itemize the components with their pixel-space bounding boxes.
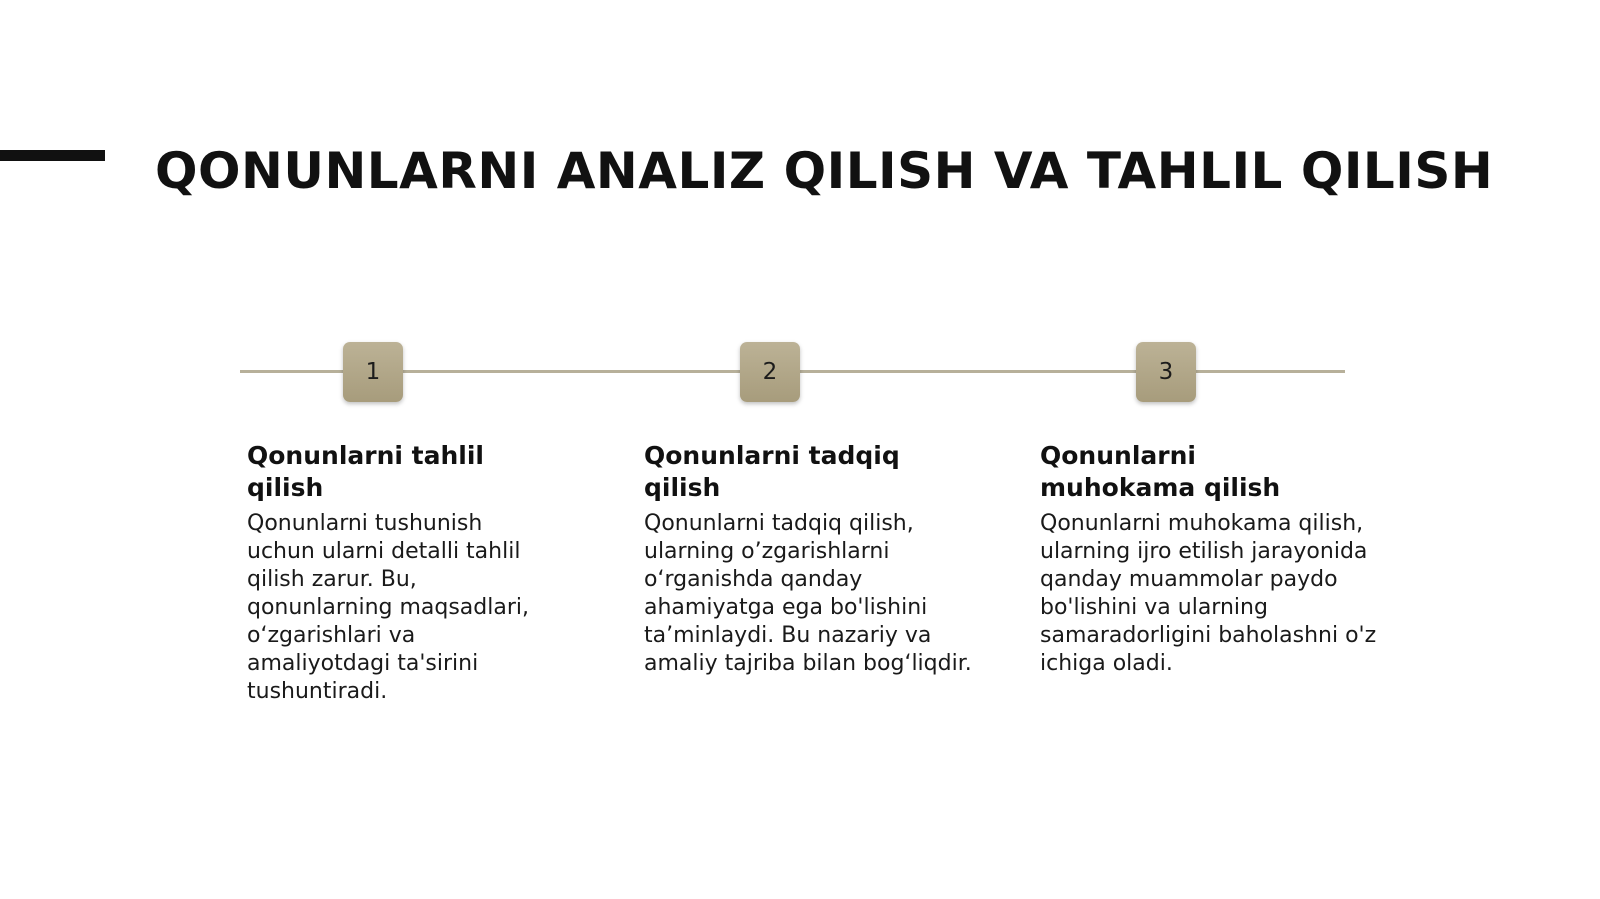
step-2-badge: 2 [740, 342, 800, 402]
step-3-heading: Qonunlarni muhokama qilish [1040, 441, 1281, 502]
step-3-text: Qonunlarni muhokama qilish, ularning ijro etilish jarayonida qanday muammolar paydo bo'lishini va ularning samaradorligini baholashni o'z ichiga oladi. [1040, 511, 1377, 676]
step-3-block [1040, 440, 1385, 678]
title-accent-bar [0, 150, 105, 161]
slide-title: QONUNLARNI ANALIZ QILISH VA TAHLIL QILISH [155, 142, 1494, 200]
step-2-block [644, 440, 979, 678]
step-1-heading: Qonunlarni tahlil qilish [247, 441, 484, 502]
step-1-badge: 1 [343, 342, 403, 402]
step-2-heading: Qonunlarni tadqiq qilish [644, 441, 900, 502]
step-1-text: Qonunlarni tushunish uchun ularni detalli tahlil qilish zarur. Bu, qonunlarning maqsadlari, o‘zgarishlari va amaliyotdagi ta'sirini tushuntiradi. [247, 511, 529, 704]
step-2-text: Qonunlarni tadqiq qilish, ularning o’zgarishlarni o‘rganishda qanday ahamiyatga ega bo'lishini ta’minlaydi. Bu nazariy va amaliy tajriba bilan bog‘liqdir. [644, 511, 972, 676]
step-3-badge: 3 [1136, 342, 1196, 402]
step-1-block [247, 440, 547, 706]
